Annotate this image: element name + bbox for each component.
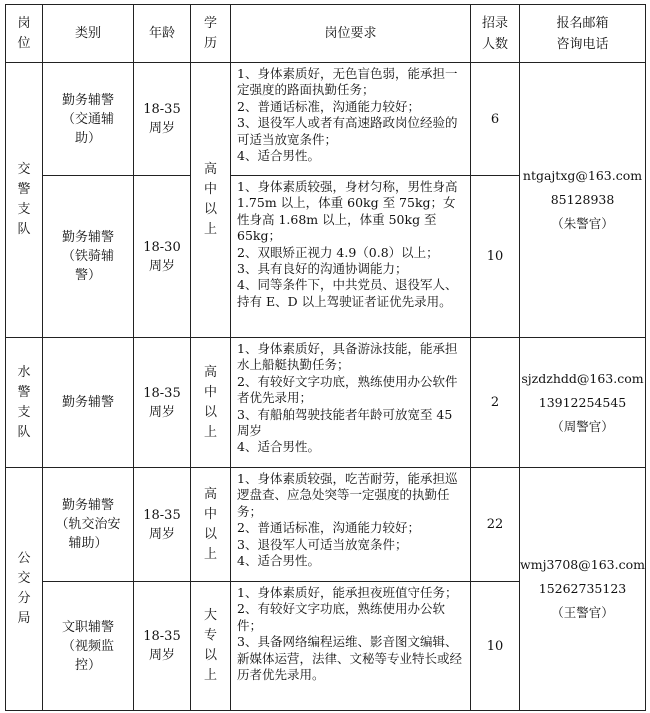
requirement-line: 1、身体素质好，无色盲色弱，能承担一定强度的路面执勤任务；: [237, 66, 458, 98]
requirements-cell: [231, 468, 471, 582]
header-contact: 报名邮箱咨询电话: [520, 5, 646, 63]
requirement-line: 1、身体素质好，具备游泳技能，能承担水上船艇执勤任务；: [237, 341, 458, 373]
contact-transit: [520, 468, 646, 711]
requirement-line: 3、退役军人可适当放宽条件；: [237, 536, 408, 552]
requirement-line: 2、有较好文字功底，熟练使用办公软件；: [237, 601, 445, 633]
contact-water: [520, 338, 646, 468]
header-age: 年龄: [134, 5, 191, 63]
table-row: [6, 468, 646, 582]
contact-phone[interactable]: 13912254545: [538, 394, 627, 410]
contact-email[interactable]: sjzdzhdd@163.com: [521, 370, 644, 386]
contact-email[interactable]: wmj3708@163.com: [520, 557, 645, 572]
header-post: 岗位: [6, 5, 43, 63]
requirement-line: 2、普通话标准，沟通能力较好；: [237, 520, 420, 536]
contact-traffic: [520, 63, 646, 338]
requirement-line: 1、身体素质较强，吃苦耐劳，能承担巡逻盘查、应急处突等一定强度的执勤任务；: [237, 471, 458, 519]
contact-officer: （朱警官）: [551, 216, 614, 231]
post-traffic: 交警支队: [6, 63, 43, 338]
recruit-count-cell: 2: [471, 338, 520, 468]
requirement-line: 3、退役军人或者有高速路政岗位经验的可适当放宽条件；: [237, 115, 458, 147]
contact-phone[interactable]: 15262735123: [538, 581, 627, 596]
requirements-cell: [231, 582, 471, 711]
category-cell: 勤务辅警（轨交治安辅助）: [43, 468, 134, 582]
header-education: 学历: [191, 5, 231, 63]
requirement-line: 4、同等条件下，中共党员、退役军人、持有 E、D 以上驾驶证者证优先录用。: [237, 277, 458, 309]
requirement-line: 2、双眼矫正视力 4.9（0.8）以上；: [237, 244, 439, 260]
category-cell: 勤务辅警（铁骑辅警）: [43, 176, 134, 338]
education-cell: 大专以上: [191, 582, 231, 711]
header-requirements: 岗位要求: [231, 5, 471, 63]
requirement-line: 1、身体素质好，能承担夜班值守任务；: [237, 585, 458, 600]
education-cell: 高中以上: [191, 63, 231, 338]
requirement-line: 4、适合男性。: [237, 553, 320, 569]
requirement-line: 4、适合男性。: [237, 439, 320, 455]
post-transit: 公交分局: [6, 468, 43, 711]
requirement-line: 3、具有良好的沟通协调能力；: [237, 261, 408, 277]
education-cell: 高中以上: [191, 468, 231, 582]
recruitment-table-wrapper: [5, 4, 646, 711]
requirement-line: 1、身体素质较强，身材匀称，男性身高 1.75m 以上，体重 60kg 至 75kg；女性身高 1.68m 以上，体重 50kg 至 65kg；: [237, 179, 458, 244]
requirement-line: 2、普通话标准，沟通能力较好；: [237, 98, 420, 114]
contact-officer: （王警官）: [551, 605, 614, 620]
category-cell: 文职辅警（视频监控）: [43, 582, 134, 711]
age-cell: 18-30周岁: [134, 176, 191, 338]
table-row: [6, 338, 646, 468]
age-cell: 18-35周岁: [134, 582, 191, 711]
header-row: [6, 5, 646, 63]
requirements-cell: [231, 176, 471, 338]
category-cell: 勤务辅警（交通辅助）: [43, 63, 134, 176]
requirements-cell: [231, 338, 471, 468]
requirement-line: 2、有较好文字功底，熟练使用办公软件者优先录用；: [237, 373, 458, 406]
contact-email[interactable]: ntgajtxg@163.com: [522, 168, 643, 183]
requirement-line: 3、有船舶驾驶技能者年龄可放宽至 45 周岁: [237, 406, 453, 439]
contact-officer: （周警官）: [551, 418, 614, 434]
category-cell: 勤务辅警: [43, 338, 134, 468]
recruit-count-cell: 10: [471, 582, 520, 711]
requirements-cell: [231, 63, 471, 176]
header-category: 类别: [43, 5, 134, 63]
recruitment-table: [5, 4, 646, 711]
contact-phone[interactable]: 85128938: [550, 192, 615, 207]
header-recruit-count: 招录人数: [471, 5, 520, 63]
recruit-count-cell: 6: [471, 63, 520, 176]
recruit-count-cell: 10: [471, 176, 520, 338]
age-cell: 18-35周岁: [134, 63, 191, 176]
post-water: 水警支队: [6, 338, 43, 468]
recruit-count-cell: 22: [471, 468, 520, 582]
education-cell: 高中以上: [191, 338, 231, 468]
age-cell: 18-35周岁: [134, 338, 191, 468]
table-row: [6, 63, 646, 176]
age-cell: 18-35周岁: [134, 468, 191, 582]
requirement-line: 4、适合男性。: [237, 148, 320, 164]
requirement-line: 3、具备网络编程运维、影音图文编辑、新媒体运营，法律、文秘等专业特长或经历者优先录用。: [237, 634, 463, 683]
